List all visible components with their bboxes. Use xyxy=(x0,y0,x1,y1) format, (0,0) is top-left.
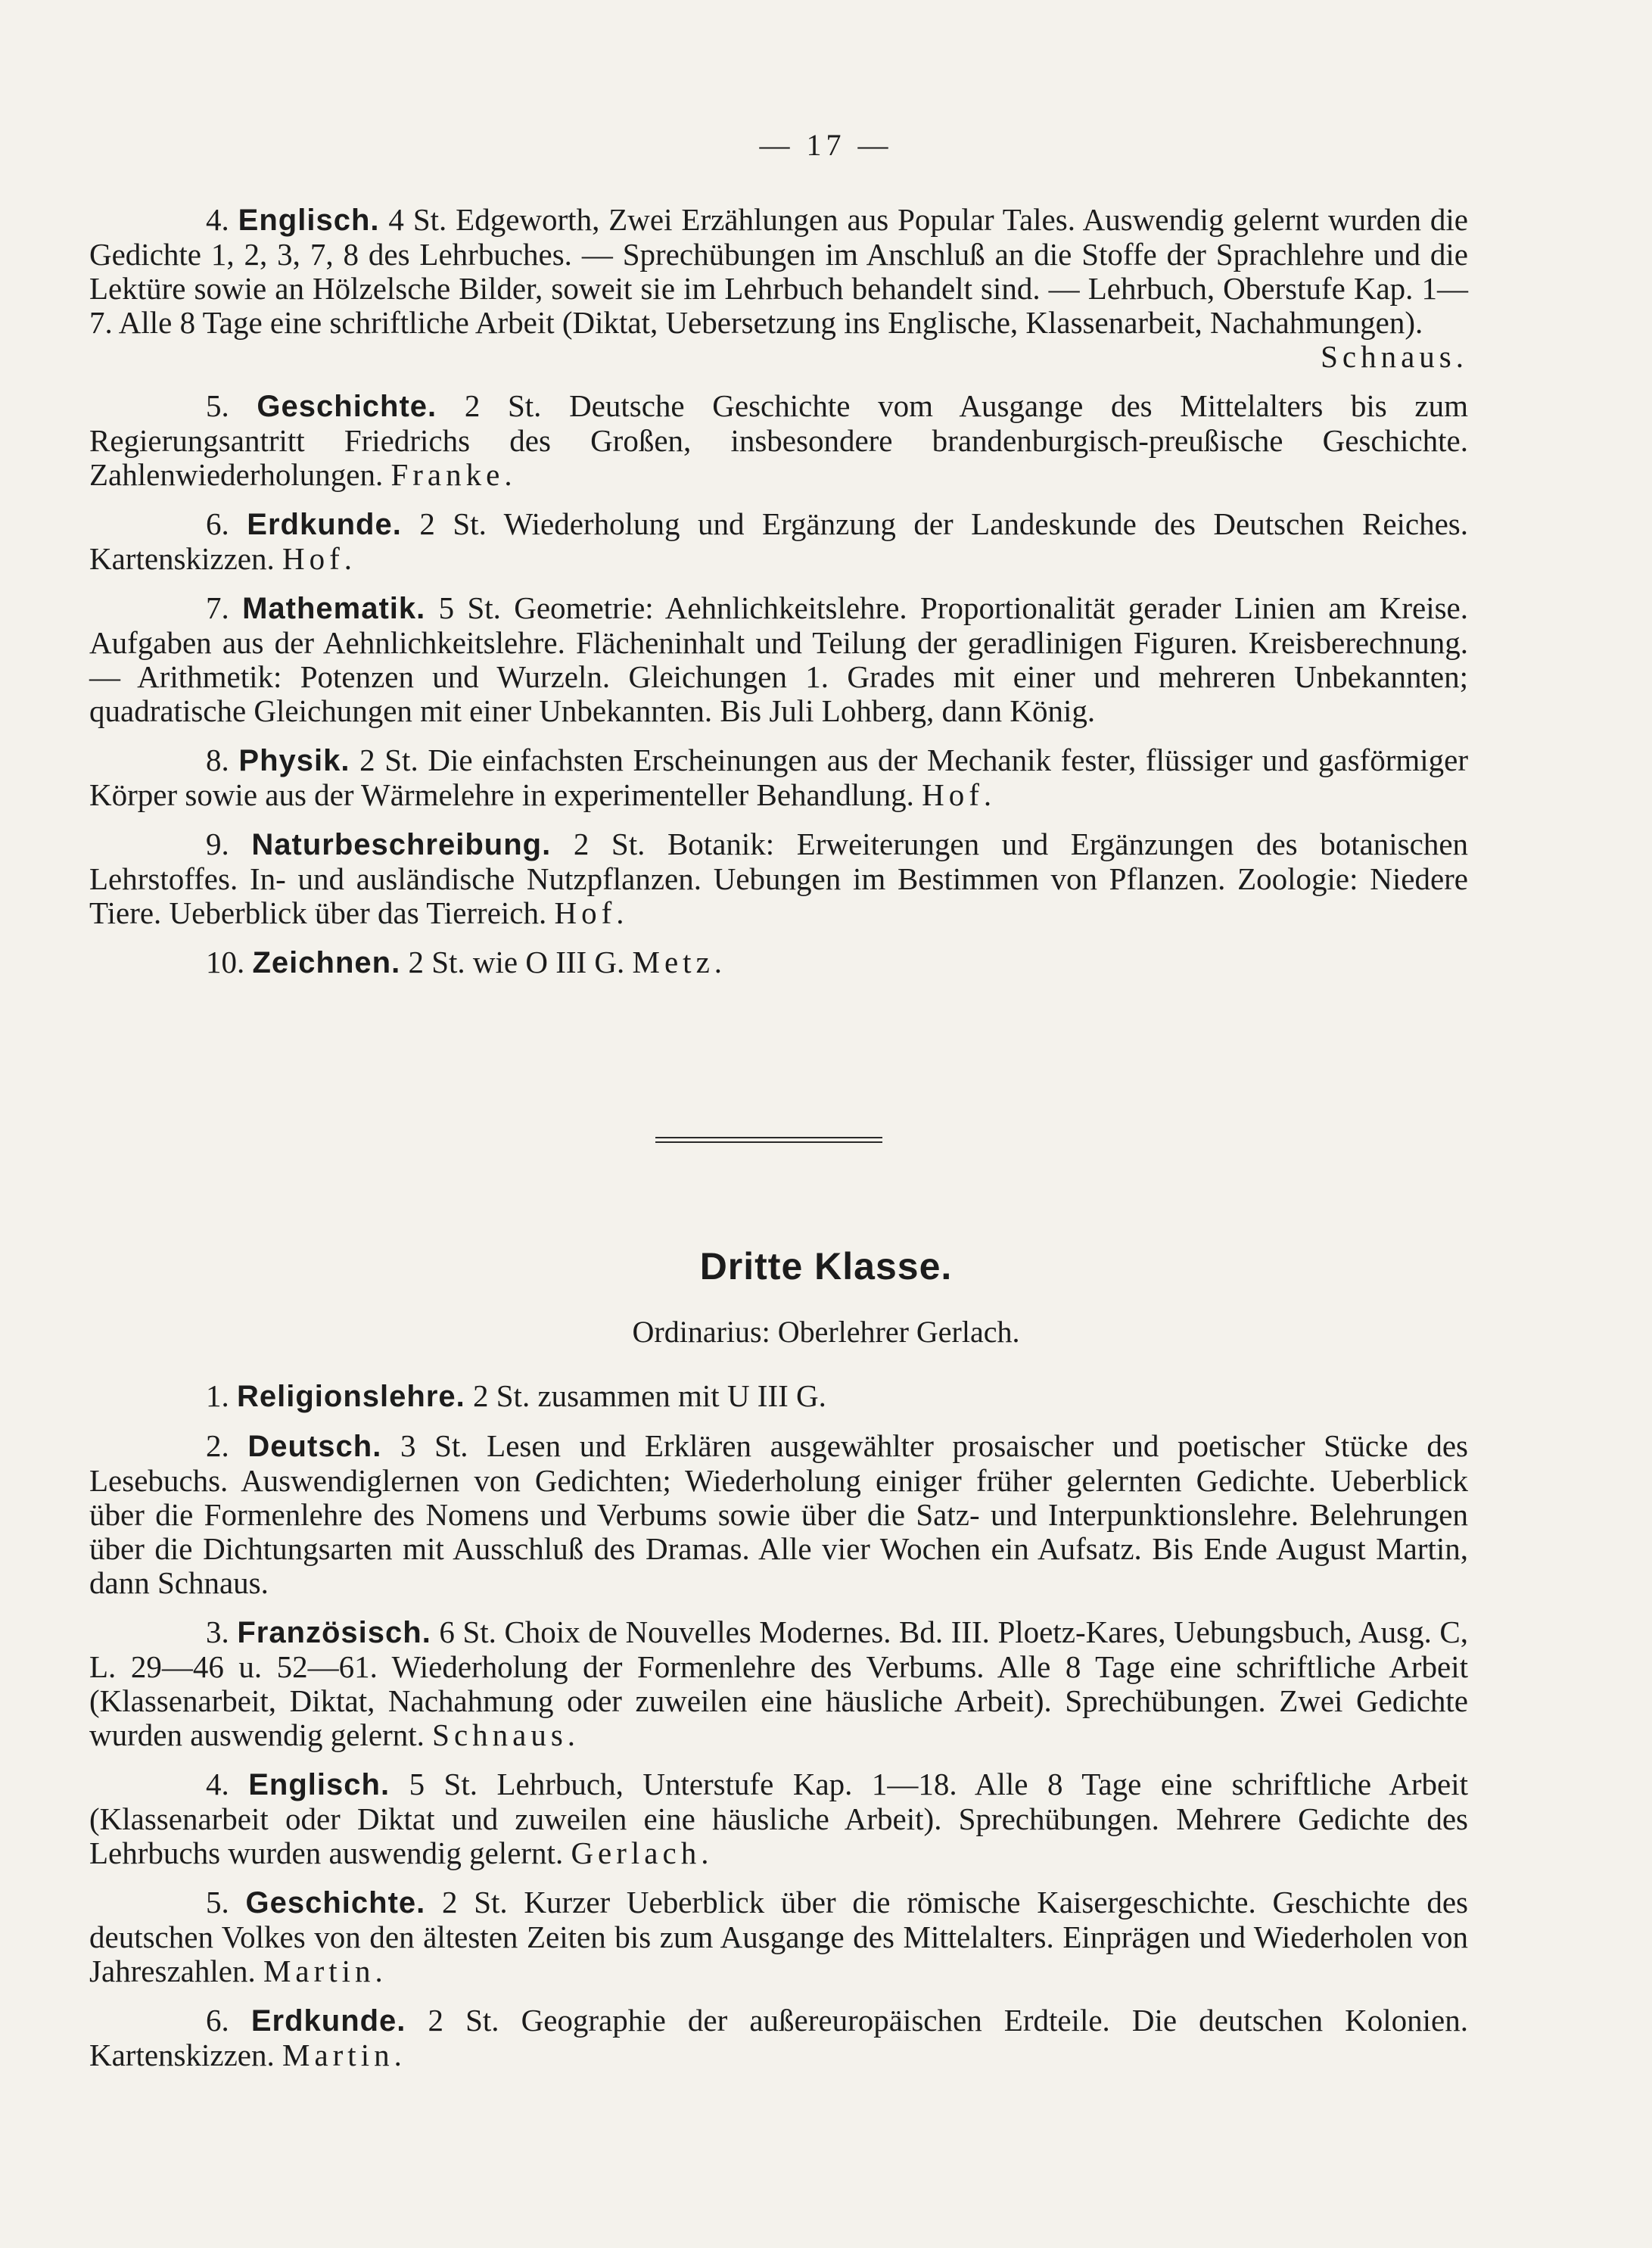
entry-number: 6. xyxy=(206,506,229,541)
entry-subject: Deutsch. xyxy=(247,1430,382,1463)
entry-text: 2 St. wie O III G. xyxy=(408,945,625,979)
entry-subject: Mathematik. xyxy=(242,592,426,625)
entry-geschichte-upper xyxy=(89,389,1468,492)
entry-text: 2 St. Geographie der außereuropäischen Erdteile. Die deutschen Kolonien. Kartenskizzen. xyxy=(89,2003,1468,2072)
section-divider-second-line xyxy=(655,1141,882,1143)
entry-teacher: Metz. xyxy=(632,945,727,979)
entry-subject: Geschichte. xyxy=(257,390,437,423)
entry-number: 4. xyxy=(206,202,229,237)
entry-teacher: Schnaus. xyxy=(1321,339,1468,374)
entry-text: 4 St. Edgeworth, Zwei Erzählungen aus Popular Tales. Auswendig gelernt wurden die Gedichte 1, 2, 3, 7, 8 des Lehrbuches. — Sprechübungen im Anschluß an die Stoffe der Sprachlehre und die Lektüre sowie an Hölzelsche Bilder, soweit sie im Lehrbuch behandelt sind. — Lehrbuch, Oberstufe Kap. 1—7. Alle 8 Tage eine schriftliche Arbeit (Diktat, Uebersetzung ins Englische, Klassenarbeit, Nachahmungen). xyxy=(89,202,1469,340)
lower-section xyxy=(89,1379,1468,2088)
entry-number: 1. xyxy=(206,1378,229,1413)
entry-subject: Naturbeschreibung. xyxy=(251,828,552,861)
entry-geschichte-lower xyxy=(89,1885,1468,1988)
entry-subject: Englisch. xyxy=(238,204,380,237)
page-number: — 17 — xyxy=(759,128,893,162)
entry-englisch-lower xyxy=(89,1767,1468,1870)
entry-text: 3 St. Lesen und Erklären ausgewählter prosaischer und poetischer Stücke des Lesebuchs. Auswendiglernen von Gedichten; Wiederholung einiger früher gelernten Gedichte. Ueberblick über die Formenlehre des Nomens und Verbums sowie über die Satz- und Interpunktionslehre. Belehrungen über die Dichtungsarten mit Ausschluß des Dramas. Alle vier Wochen ein Aufsatz. Bis Ende August Martin, dann Schnaus. xyxy=(89,1428,1469,1600)
class-title: Dritte Klasse. xyxy=(699,1245,953,1287)
entry-teacher: Hof. xyxy=(282,541,357,576)
entry-text: 5 St. Lehrbuch, Unterstufe Kap. 1—18. Alle 8 Tage eine schriftliche Arbeit (Klassenarbeit oder Diktat und zuweilen eine häusliche Arbeit). Sprechübungen. Mehrere Gedichte des Lehrbuchs wurden auswendig gelernt. xyxy=(89,1767,1469,1870)
entry-text: 2 St. Die einfachsten Erscheinungen aus der Mechanik fester, flüssiger und gasförmiger Körper sowie aus der Wärmelehre in experimenteller Behandlung. xyxy=(89,743,1468,812)
entry-subject: Erdkunde. xyxy=(250,2004,406,2038)
entry-text: 6 St. Choix de Nouvelles Modernes. Bd. III. Ploetz-Kares, Uebungsbuch, Ausg. C, L. 29—46 u. 52—61. Wiederholung der Formenlehre des Verbums. Alle 8 Tage eine schriftliche Arbeit (Klassenarbeit, Diktat, Nachahmung oder zuweilen eine häusliche Arbeit). Sprechübungen. Zwei Gedichte wurden auswendig gelernt. xyxy=(89,1614,1469,1752)
entry-physik xyxy=(89,743,1468,812)
entry-englisch-upper xyxy=(89,203,1468,374)
entry-number: 8. xyxy=(206,743,229,777)
entry-number: 3. xyxy=(206,1614,229,1649)
entry-text: 2 St. Kurzer Ueberblick über die römische Kaisergeschichte. Geschichte des deutschen Volkes von den ältesten Zeiten bis zum Ausgange des Mittelalters. Einprägen und Wiederholen von Jahreszahlen. xyxy=(89,1885,1469,1988)
entry-number: 6. xyxy=(206,2003,229,2038)
entry-teacher: Franke. xyxy=(390,457,517,492)
entry-number: 2. xyxy=(206,1428,229,1463)
section-divider xyxy=(655,1137,882,1138)
entry-text: 2 St. Wiederholung und Ergänzung der Landeskunde des Deutschen Reiches. Kartenskizzen. xyxy=(89,506,1469,576)
entry-text: 2 St. Botanik: Erweiterungen und Ergänzungen des botanischen Lehrstoffes. In- und ausländische Nutzpflanzen. Uebungen im Bestimmen von Pflanzen. Zoologie: Niedere Tiere. Ueberblick über das Tierreich. xyxy=(89,827,1469,930)
entry-teacher: Hof. xyxy=(922,777,997,812)
entry-number: 7. xyxy=(206,590,229,625)
entry-mathematik xyxy=(89,591,1468,728)
entry-subject: Englisch. xyxy=(248,1768,390,1801)
entry-number: 5. xyxy=(206,1885,229,1920)
entry-franzoesisch xyxy=(89,1615,1468,1752)
entry-subject: Geschichte. xyxy=(245,1886,426,1920)
entry-number: 9. xyxy=(206,827,229,861)
entry-number: 10. xyxy=(206,945,245,979)
entry-teacher: Hof. xyxy=(554,895,629,930)
entry-teacher: Schnaus. xyxy=(432,1717,580,1752)
entry-teacher: Gerlach. xyxy=(571,1835,714,1870)
entry-number: 5. xyxy=(206,388,229,423)
entry-text: 2 St. zusammen mit U III G. xyxy=(473,1378,826,1413)
entry-naturbeschreibung xyxy=(89,827,1468,930)
ordinarius-line: Ordinarius: Oberlehrer Gerlach. xyxy=(632,1315,1020,1349)
entry-zeichnen xyxy=(89,945,1468,980)
entry-religionslehre xyxy=(89,1379,1468,1414)
entry-deutsch xyxy=(89,1429,1468,1600)
entry-text: 2 St. Deutsche Geschichte vom Ausgange des Mittelalters bis zum Regierungsantritt Friedrichs des Großen, insbesondere brandenburgisch-preußische Geschichte. Zahlenwiederholungen. xyxy=(89,388,1469,492)
entry-subject: Religionslehre. xyxy=(237,1380,465,1413)
entry-subject: Zeichnen. xyxy=(252,946,401,979)
entry-subject: Physik. xyxy=(238,744,350,777)
entry-text: 5 St. Geometrie: Aehnlichkeitslehre. Proportionalität gerader Linien am Kreise. Aufgaben aus der Aehnlichkeitslehre. Flächeninhalt und Teilung der geradlinigen Figuren. Kreisberechnung. — Arithmetik: Potenzen und Wurzeln. Gleichungen 1. Grades mit einer und mehreren Unbekannten; quadratische Gleichungen mit einer Unbekannten. Bis Juli Lohberg, dann König. xyxy=(89,590,1468,728)
entry-teacher: Martin. xyxy=(263,1954,387,1988)
entry-subject: Französisch. xyxy=(237,1616,431,1649)
upper-section xyxy=(89,203,1468,995)
entry-number: 4. xyxy=(206,1767,229,1801)
entry-erdkunde-upper xyxy=(89,507,1468,576)
entry-subject: Erdkunde. xyxy=(247,508,402,541)
entry-teacher: Martin. xyxy=(282,2038,406,2072)
entry-erdkunde-lower xyxy=(89,2004,1468,2072)
